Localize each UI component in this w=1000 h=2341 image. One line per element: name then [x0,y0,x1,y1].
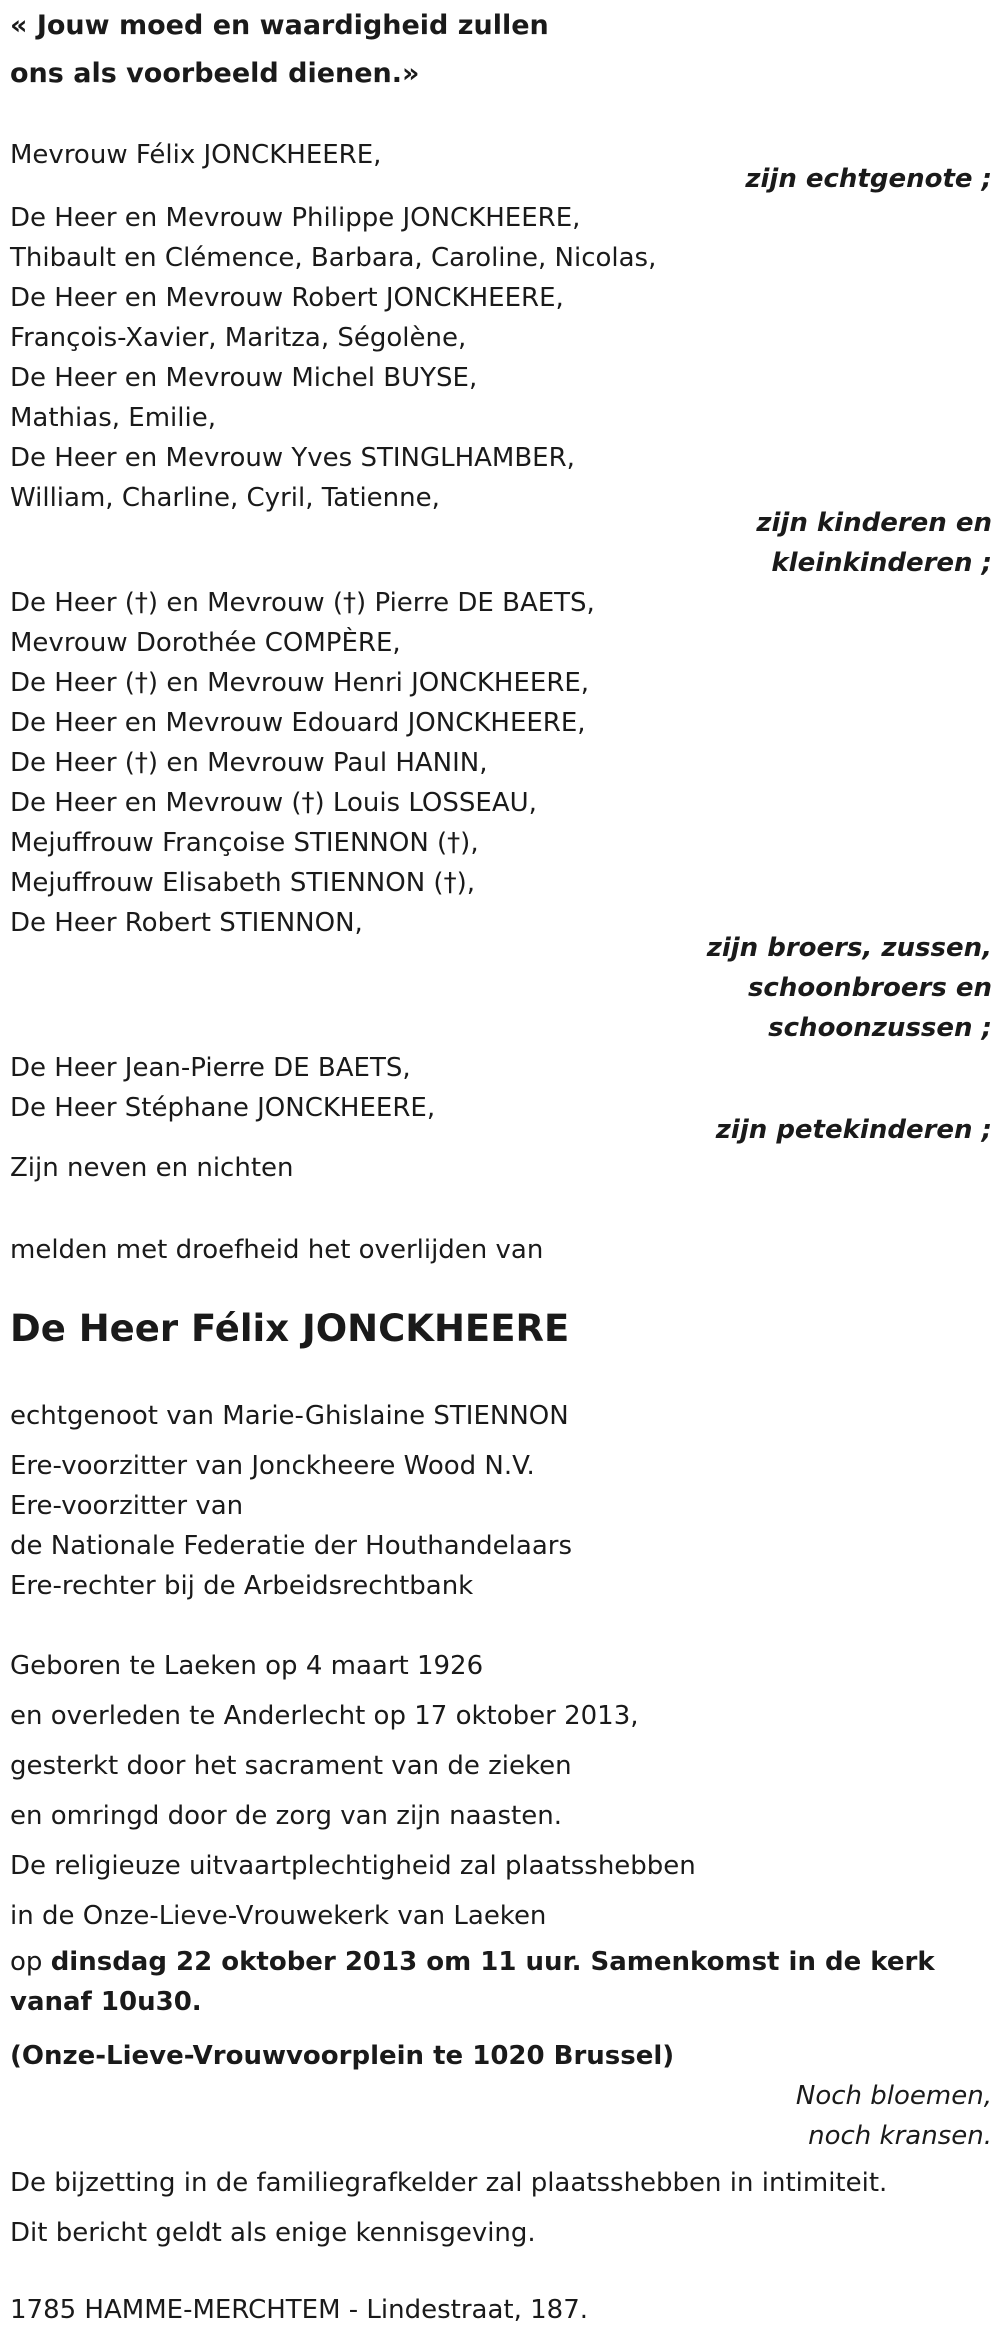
ceremony-line [10,1942,970,2022]
title-line-2: Ere-voorzitter van Jonckheere Wood N.V. [10,1451,535,1481]
ceremony-address: (Onze-Lieve-Vrouwvoorplein te 1020 Brussel) [10,2041,675,2071]
detail-line-3: gesterkt door het sacrament van de zieken [10,1751,572,1781]
siblings-role-line-3: schoonzussen ; [768,1013,992,1043]
godchildren-line-2: De Heer Stéphane JONCKHEERE, [10,1093,436,1123]
children-role-line-2: kleinkinderen ; [771,548,992,578]
children-line-8: William, Charline, Cyril, Tatienne, [10,483,440,513]
title-line-3: Ere-voorzitter van [10,1491,244,1521]
announcement-line: melden met droefheid het overlijden van [10,1235,544,1265]
quote-line-2: ons als voorbeeld dienen.» [10,58,420,89]
children-line-5: De Heer en Mevrouw Michel BUYSE, [10,363,478,393]
detail-line-5: De religieuze uitvaartplechtigheid zal plaatsshebben [10,1851,696,1881]
ceremony-date-time: dinsdag 22 oktober 2013 om 11 uur. Samenkomst in de kerk vanaf 10u30. [10,1947,935,2017]
siblings-line-7: Mejuffrouw Françoise STIENNON (†), [10,828,479,858]
siblings-line-1: De Heer (†) en Mevrouw (†) Pierre DE BAETS, [10,588,595,618]
children-line-4: François-Xavier, Maritza, Ségolène, [10,323,467,353]
quote-line-1: « Jouw moed en waardigheid zullen [10,10,549,41]
spouse-role: zijn echtgenote ; [745,164,992,194]
godchildren-role: zijn petekinderen ; [715,1115,992,1145]
cousins-line: Zijn neven en nichten [10,1153,294,1183]
spouse-name: Mevrouw Félix JONCKHEERE, [10,140,382,170]
children-line-6: Mathias, Emilie, [10,403,216,433]
deceased-name: De Heer Félix JONCKHEERE [10,1307,570,1350]
children-line-2: Thibault en Clémence, Barbara, Caroline, Nicolas, [10,243,657,273]
family-address: 1785 HAMME-MERCHTEM - Lindestraat, 187. [10,2295,589,2325]
siblings-role-line-1: zijn broers, zussen, [706,933,992,963]
burial-line: De bijzetting in de familiegrafkelder zal plaatsshebben in intimiteit. [10,2168,888,2198]
children-line-1: De Heer en Mevrouw Philippe JONCKHEERE, [10,203,581,233]
siblings-line-9: De Heer Robert STIENNON, [10,908,363,938]
children-role-line-1: zijn kinderen en [756,508,992,538]
ceremony-prefix: op [10,1947,51,1977]
no-flowers-line-2: noch kransen. [808,2121,992,2151]
detail-line-4: en omringd door de zorg van zijn naasten. [10,1801,562,1831]
siblings-line-5: De Heer (†) en Mevrouw Paul HANIN, [10,748,488,778]
detail-line-2: en overleden te Anderlecht op 17 oktober 2013, [10,1701,639,1731]
notice-line: Dit bericht geldt als enige kennisgeving. [10,2218,536,2248]
detail-line-1: Geboren te Laeken op 4 maart 1926 [10,1651,484,1681]
siblings-line-8: Mejuffrouw Elisabeth STIENNON (†), [10,868,475,898]
siblings-line-2: Mevrouw Dorothée COMPÈRE, [10,628,401,658]
title-line-5: Ere-rechter bij de Arbeidsrechtbank [10,1571,474,1601]
title-line-1: echtgenoot van Marie-Ghislaine STIENNON [10,1401,569,1431]
siblings-line-3: De Heer (†) en Mevrouw Henri JONCKHEERE, [10,668,590,698]
detail-line-6: in de Onze-Lieve-Vrouwekerk van Laeken [10,1901,547,1931]
siblings-line-6: De Heer en Mevrouw (†) Louis LOSSEAU, [10,788,537,818]
no-flowers-line-1: Noch bloemen, [795,2081,992,2111]
godchildren-line-1: De Heer Jean-Pierre DE BAETS, [10,1053,411,1083]
siblings-line-4: De Heer en Mevrouw Edouard JONCKHEERE, [10,708,586,738]
children-line-3: De Heer en Mevrouw Robert JONCKHEERE, [10,283,564,313]
siblings-role-line-2: schoonbroers en [747,973,992,1003]
children-line-7: De Heer en Mevrouw Yves STINGLHAMBER, [10,443,575,473]
title-line-4: de Nationale Federatie der Houthandelaars [10,1531,572,1561]
